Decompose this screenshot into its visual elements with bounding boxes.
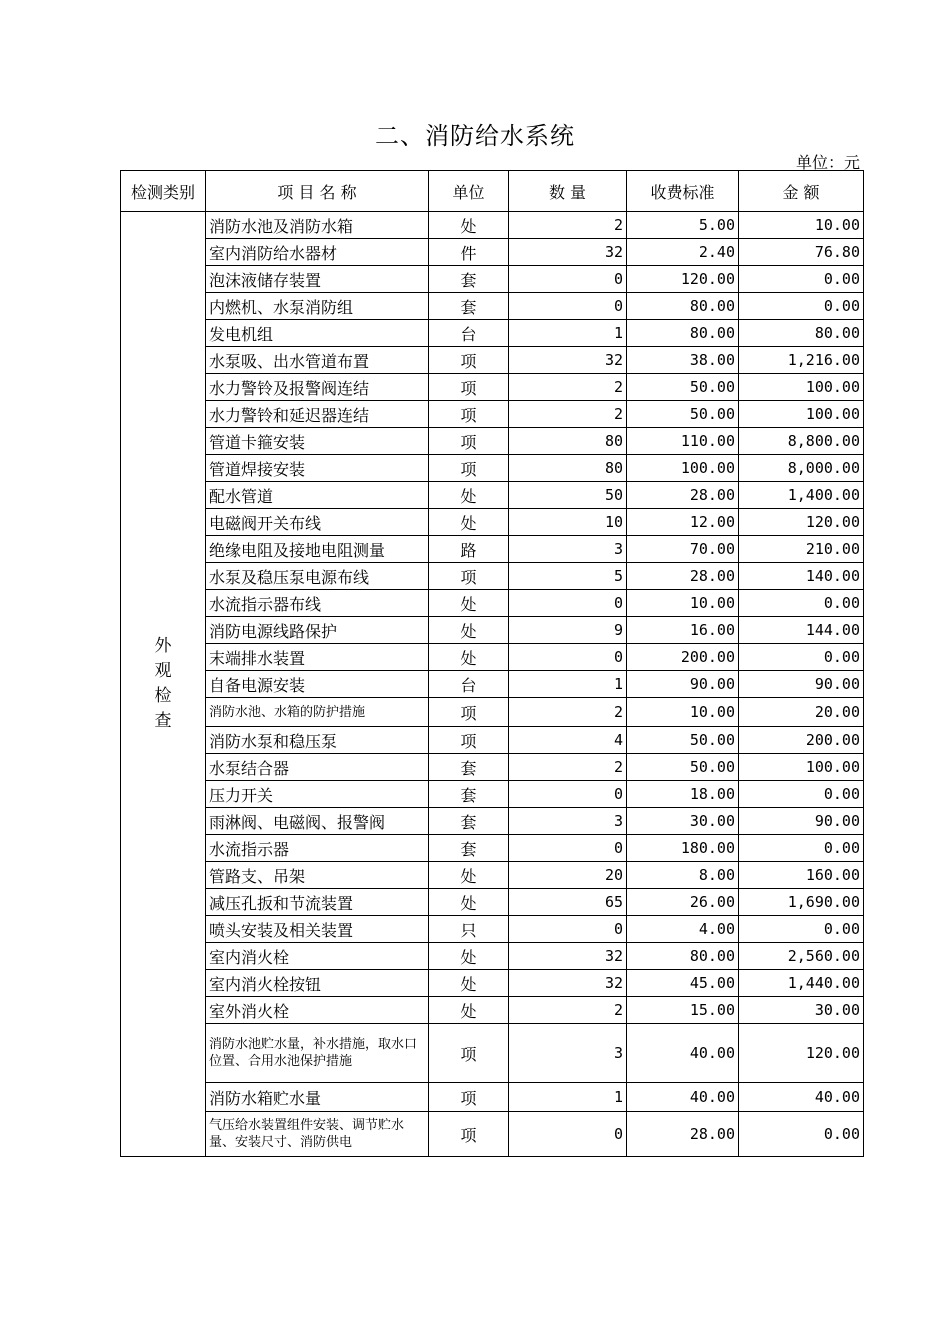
table-row <box>121 374 864 401</box>
unit-cell: 处 <box>429 482 509 509</box>
amount-cell: 0.00 <box>739 590 864 617</box>
item-name-cell: 室外消火栓 <box>206 997 429 1024</box>
quantity-cell: 32 <box>509 943 627 970</box>
unit-cell: 台 <box>429 320 509 347</box>
table-row <box>121 698 864 727</box>
table-row <box>121 862 864 889</box>
table-row <box>121 401 864 428</box>
quantity-cell: 0 <box>509 266 627 293</box>
header-unit: 单位 <box>429 171 509 212</box>
quantity-cell: 1 <box>509 1083 627 1112</box>
amount-cell: 8,800.00 <box>739 428 864 455</box>
fee-standard-cell: 38.00 <box>627 347 739 374</box>
unit-cell: 项 <box>429 401 509 428</box>
quantity-cell: 0 <box>509 293 627 320</box>
quantity-cell: 80 <box>509 455 627 482</box>
table-row <box>121 347 864 374</box>
table-row <box>121 212 864 239</box>
fee-standard-cell: 110.00 <box>627 428 739 455</box>
unit-cell: 套 <box>429 266 509 293</box>
unit-cell: 路 <box>429 536 509 563</box>
table-row <box>121 239 864 266</box>
table-row <box>121 970 864 997</box>
quantity-cell: 20 <box>509 862 627 889</box>
unit-cell: 项 <box>429 1112 509 1157</box>
table-row <box>121 671 864 698</box>
fee-standard-cell: 18.00 <box>627 781 739 808</box>
amount-cell: 120.00 <box>739 509 864 536</box>
unit-cell: 处 <box>429 644 509 671</box>
fee-standard-cell: 28.00 <box>627 1112 739 1157</box>
item-name-cell: 消防电源线路保护 <box>206 617 429 644</box>
table-row <box>121 482 864 509</box>
quantity-cell: 80 <box>509 428 627 455</box>
amount-cell: 140.00 <box>739 563 864 590</box>
quantity-cell: 0 <box>509 781 627 808</box>
amount-cell: 0.00 <box>739 644 864 671</box>
item-name-cell: 发电机组 <box>206 320 429 347</box>
quantity-cell: 2 <box>509 374 627 401</box>
fee-standard-cell: 30.00 <box>627 808 739 835</box>
amount-cell: 120.00 <box>739 1024 864 1083</box>
amount-cell: 1,216.00 <box>739 347 864 374</box>
fee-standard-cell: 2.40 <box>627 239 739 266</box>
page-title: 二、消防给水系统 <box>375 122 575 150</box>
table-row <box>121 428 864 455</box>
amount-cell: 40.00 <box>739 1083 864 1112</box>
amount-cell: 90.00 <box>739 671 864 698</box>
unit-cell: 项 <box>429 347 509 374</box>
table-row <box>121 617 864 644</box>
fee-standard-cell: 28.00 <box>627 563 739 590</box>
fee-standard-cell: 8.00 <box>627 862 739 889</box>
fee-standard-cell: 50.00 <box>627 754 739 781</box>
fee-standard-cell: 90.00 <box>627 671 739 698</box>
quantity-cell: 32 <box>509 347 627 374</box>
quantity-cell: 4 <box>509 727 627 754</box>
table-row <box>121 781 864 808</box>
fee-standard-cell: 26.00 <box>627 889 739 916</box>
quantity-cell: 0 <box>509 644 627 671</box>
table-row <box>121 916 864 943</box>
item-name-cell: 减压孔扳和节流装置 <box>206 889 429 916</box>
quantity-cell: 1 <box>509 671 627 698</box>
table-row <box>121 455 864 482</box>
quantity-cell: 0 <box>509 916 627 943</box>
quantity-cell: 32 <box>509 239 627 266</box>
unit-cell: 只 <box>429 916 509 943</box>
quantity-cell: 2 <box>509 698 627 727</box>
unit-cell: 处 <box>429 862 509 889</box>
fee-standard-cell: 100.00 <box>627 455 739 482</box>
unit-cell: 处 <box>429 997 509 1024</box>
amount-cell: 1,690.00 <box>739 889 864 916</box>
item-name-cell: 消防水池及消防水箱 <box>206 212 429 239</box>
fee-standard-cell: 10.00 <box>627 698 739 727</box>
category-cell <box>121 212 206 1157</box>
fee-standard-cell: 80.00 <box>627 320 739 347</box>
table-row <box>121 808 864 835</box>
quantity-cell: 3 <box>509 536 627 563</box>
item-name-cell: 消防水泵和稳压泵 <box>206 727 429 754</box>
item-name-cell: 水泵吸、出水管道布置 <box>206 347 429 374</box>
amount-cell: 160.00 <box>739 862 864 889</box>
fee-standard-cell: 50.00 <box>627 374 739 401</box>
item-name-cell: 末端排水装置 <box>206 644 429 671</box>
amount-cell: 10.00 <box>739 212 864 239</box>
amount-cell: 0.00 <box>739 835 864 862</box>
unit-cell: 处 <box>429 590 509 617</box>
amount-cell: 8,000.00 <box>739 455 864 482</box>
unit-cell: 处 <box>429 970 509 997</box>
unit-cell: 项 <box>429 1083 509 1112</box>
header-amount: 金 额 <box>739 171 864 212</box>
quantity-cell: 2 <box>509 212 627 239</box>
table-row <box>121 997 864 1024</box>
header-fee-standard: 收费标准 <box>627 171 739 212</box>
fee-standard-cell: 28.00 <box>627 482 739 509</box>
unit-cell: 台 <box>429 671 509 698</box>
fee-standard-cell: 40.00 <box>627 1083 739 1112</box>
item-name-cell: 电磁阀开关布线 <box>206 509 429 536</box>
amount-cell: 2,560.00 <box>739 943 864 970</box>
table-row <box>121 563 864 590</box>
quantity-cell: 2 <box>509 754 627 781</box>
item-name-cell: 雨淋阀、电磁阀、报警阀 <box>206 808 429 835</box>
amount-cell: 80.00 <box>739 320 864 347</box>
amount-cell: 90.00 <box>739 808 864 835</box>
item-name-cell: 水力警铃及报警阀连结 <box>206 374 429 401</box>
quantity-cell: 2 <box>509 997 627 1024</box>
amount-cell: 100.00 <box>739 754 864 781</box>
table-row <box>121 509 864 536</box>
unit-cell: 处 <box>429 212 509 239</box>
amount-cell: 0.00 <box>739 781 864 808</box>
quantity-cell: 0 <box>509 1112 627 1157</box>
amount-cell: 100.00 <box>739 374 864 401</box>
quantity-cell: 1 <box>509 320 627 347</box>
unit-cell: 处 <box>429 889 509 916</box>
category-label: 外观检查 <box>154 636 172 731</box>
amount-cell: 20.00 <box>739 698 864 727</box>
amount-cell: 210.00 <box>739 536 864 563</box>
unit-cell: 项 <box>429 374 509 401</box>
item-name-cell: 水流指示器 <box>206 835 429 862</box>
item-name-cell: 泡沫液储存装置 <box>206 266 429 293</box>
amount-cell: 100.00 <box>739 401 864 428</box>
fee-standard-cell: 45.00 <box>627 970 739 997</box>
item-name-cell: 水泵结合器 <box>206 754 429 781</box>
item-name-cell: 喷头安装及相关装置 <box>206 916 429 943</box>
item-name-cell: 水力警铃和延迟器连结 <box>206 401 429 428</box>
unit-cell: 套 <box>429 754 509 781</box>
fee-standard-cell: 120.00 <box>627 266 739 293</box>
table-row <box>121 644 864 671</box>
table-row <box>121 590 864 617</box>
unit-cell: 套 <box>429 781 509 808</box>
quantity-cell: 50 <box>509 482 627 509</box>
table-row <box>121 536 864 563</box>
item-name-cell: 管道焊接安装 <box>206 455 429 482</box>
item-name-cell: 配水管道 <box>206 482 429 509</box>
fee-standard-cell: 80.00 <box>627 943 739 970</box>
amount-cell: 30.00 <box>739 997 864 1024</box>
item-name-cell: 水泵及稳压泵电源布线 <box>206 563 429 590</box>
unit-cell: 套 <box>429 293 509 320</box>
fee-standard-cell: 4.00 <box>627 916 739 943</box>
quantity-cell: 5 <box>509 563 627 590</box>
table-row <box>121 835 864 862</box>
table-row <box>121 320 864 347</box>
table-row <box>121 754 864 781</box>
item-name-cell: 压力开关 <box>206 781 429 808</box>
item-name-cell: 室内消火栓 <box>206 943 429 970</box>
unit-cell: 处 <box>429 617 509 644</box>
item-name-cell: 水流指示器布线 <box>206 590 429 617</box>
amount-cell: 76.80 <box>739 239 864 266</box>
unit-cell: 项 <box>429 563 509 590</box>
quantity-cell: 0 <box>509 835 627 862</box>
quantity-cell: 2 <box>509 401 627 428</box>
header-quantity: 数 量 <box>509 171 627 212</box>
item-name-cell: 消防水池贮水量，补水措施，取水口位置、合用水池保护措施 <box>206 1024 429 1083</box>
amount-cell: 0.00 <box>739 916 864 943</box>
item-name-cell: 室内消防给水器材 <box>206 239 429 266</box>
fee-standard-cell: 10.00 <box>627 590 739 617</box>
amount-cell: 144.00 <box>739 617 864 644</box>
fee-table <box>120 170 864 1157</box>
fee-standard-cell: 15.00 <box>627 997 739 1024</box>
unit-cell: 项 <box>429 698 509 727</box>
item-name-cell: 管路支、吊架 <box>206 862 429 889</box>
quantity-cell: 10 <box>509 509 627 536</box>
unit-cell: 项 <box>429 1024 509 1083</box>
amount-cell: 0.00 <box>739 266 864 293</box>
amount-cell: 1,440.00 <box>739 970 864 997</box>
unit-cell: 套 <box>429 808 509 835</box>
fee-standard-cell: 40.00 <box>627 1024 739 1083</box>
table-row <box>121 1112 864 1157</box>
quantity-cell: 3 <box>509 1024 627 1083</box>
quantity-cell: 3 <box>509 808 627 835</box>
fee-standard-cell: 50.00 <box>627 401 739 428</box>
item-name-cell: 内燃机、水泵消防组 <box>206 293 429 320</box>
currency-unit-label: 单位：元 <box>795 153 860 172</box>
unit-cell: 项 <box>429 727 509 754</box>
quantity-cell: 32 <box>509 970 627 997</box>
fee-standard-cell: 180.00 <box>627 835 739 862</box>
amount-cell: 200.00 <box>739 727 864 754</box>
unit-cell: 项 <box>429 428 509 455</box>
fee-standard-cell: 12.00 <box>627 509 739 536</box>
quantity-cell: 9 <box>509 617 627 644</box>
fee-standard-cell: 50.00 <box>627 727 739 754</box>
table-row <box>121 266 864 293</box>
unit-cell: 套 <box>429 835 509 862</box>
table-row <box>121 1024 864 1083</box>
fee-standard-cell: 5.00 <box>627 212 739 239</box>
table-row <box>121 1083 864 1112</box>
item-name-cell: 消防水箱贮水量 <box>206 1083 429 1112</box>
item-name-cell: 自备电源安装 <box>206 671 429 698</box>
quantity-cell: 0 <box>509 590 627 617</box>
unit-cell: 处 <box>429 943 509 970</box>
item-name-cell: 室内消火栓按钮 <box>206 970 429 997</box>
fee-standard-cell: 70.00 <box>627 536 739 563</box>
unit-cell: 件 <box>429 239 509 266</box>
item-name-cell: 气压给水装置组件安装、调节贮水量、安装尺寸、消防供电 <box>206 1112 429 1157</box>
item-name-cell: 管道卡箍安装 <box>206 428 429 455</box>
fee-standard-cell: 200.00 <box>627 644 739 671</box>
header-item-name: 项 目 名 称 <box>206 171 429 212</box>
amount-cell: 1,400.00 <box>739 482 864 509</box>
item-name-cell: 绝缘电阻及接地电阻测量 <box>206 536 429 563</box>
header-category: 检测类别 <box>121 171 206 212</box>
unit-cell: 处 <box>429 509 509 536</box>
fee-standard-cell: 16.00 <box>627 617 739 644</box>
table-row <box>121 943 864 970</box>
quantity-cell: 65 <box>509 889 627 916</box>
table-row <box>121 293 864 320</box>
amount-cell: 0.00 <box>739 1112 864 1157</box>
table-header-row <box>121 171 864 212</box>
table-row <box>121 727 864 754</box>
table-row <box>121 889 864 916</box>
amount-cell: 0.00 <box>739 293 864 320</box>
fee-standard-cell: 80.00 <box>627 293 739 320</box>
item-name-cell: 消防水池、水箱的防护措施 <box>206 698 429 727</box>
unit-cell: 项 <box>429 455 509 482</box>
